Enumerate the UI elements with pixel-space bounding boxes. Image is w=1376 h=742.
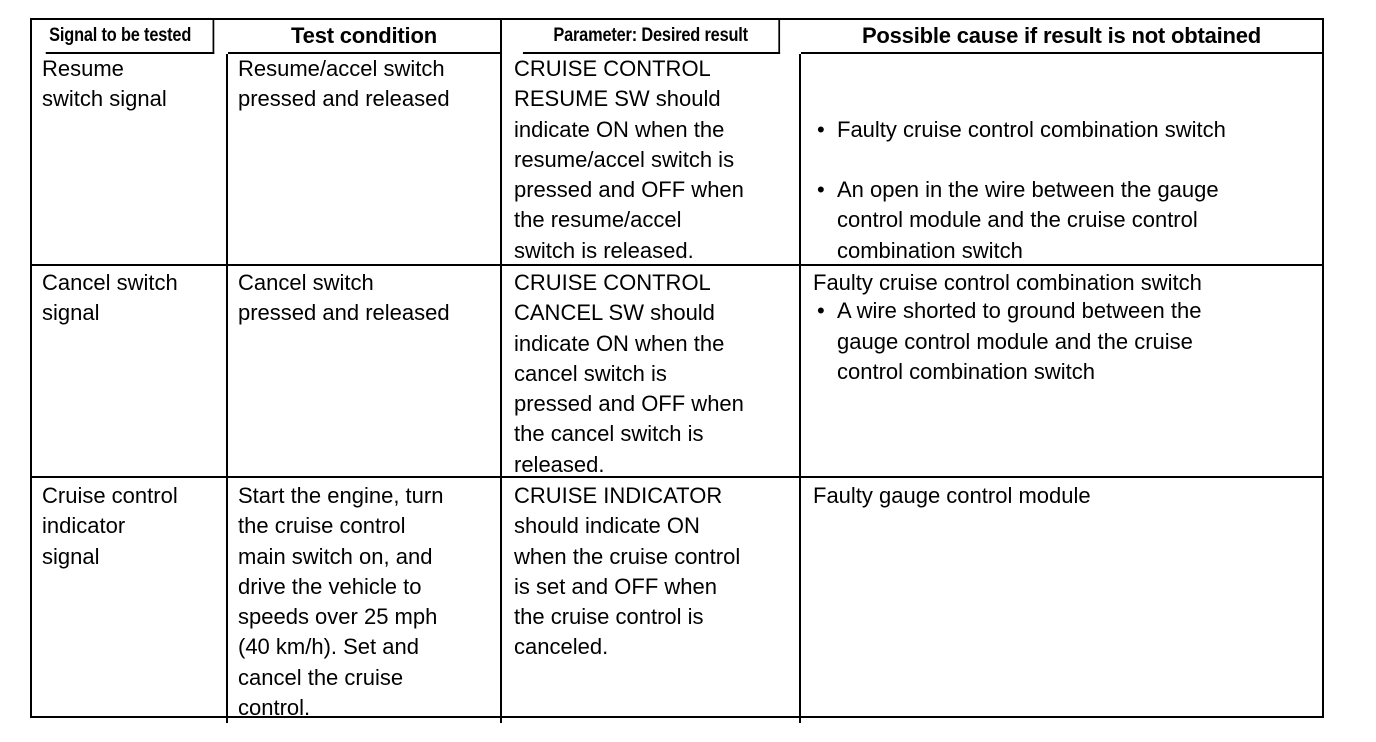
row-3-condition: Start the engine, turn the cruise control main switch on, and drive the vehicle to speeds over 25 mph (40 km/h). Set and cancel the cruise control. — [228, 478, 502, 723]
row-1-signal: Resume switch signal — [32, 54, 228, 266]
row-3-result: CRUISE INDICATOR should indicate ON when the cruise control is set and OFF when the cruise control is canceled. — [502, 478, 801, 723]
header-test-condition: Test condition — [228, 20, 502, 54]
cause-item: • Faulty cruise control combination switch — [815, 115, 1314, 145]
cause-item: • A wire shorted to ground between the gauge control module and the cruise control combination switch — [815, 296, 1314, 387]
row-2-condition: Cancel switch pressed and released — [228, 266, 502, 478]
row-1-result: CRUISE CONTROL RESUME SW should indicate ON when the resume/accel switch is pressed and OFF when the resume/accel switch is released. — [502, 54, 801, 266]
header-signal: Signal to be tested — [46, 20, 215, 54]
header-possible-cause: Possible cause if result is not obtained — [801, 20, 1322, 54]
row-2-signal: Cancel switch signal — [32, 266, 228, 478]
diagnostic-table — [30, 18, 1324, 721]
row-1-condition: Resume/accel switch pressed and released — [228, 54, 502, 266]
cause-item: • An open in the wire between the gauge control module and the cruise control combination switch — [815, 175, 1314, 266]
row-1-causes — [801, 54, 1322, 384]
row-3-cause: Faulty gauge control module — [813, 483, 1091, 508]
header-parameter: Parameter: Desired result — [523, 20, 780, 54]
row-2-cause: Faulty cruise control combination switch — [801, 266, 1322, 478]
cause-list — [815, 84, 1314, 417]
row-2-result: CRUISE CONTROL CANCEL SW should indicate ON when the cancel switch is pressed and OFF when the cancel switch is released. — [502, 266, 801, 478]
row-3-signal: Cruise control indicator signal — [32, 478, 228, 723]
